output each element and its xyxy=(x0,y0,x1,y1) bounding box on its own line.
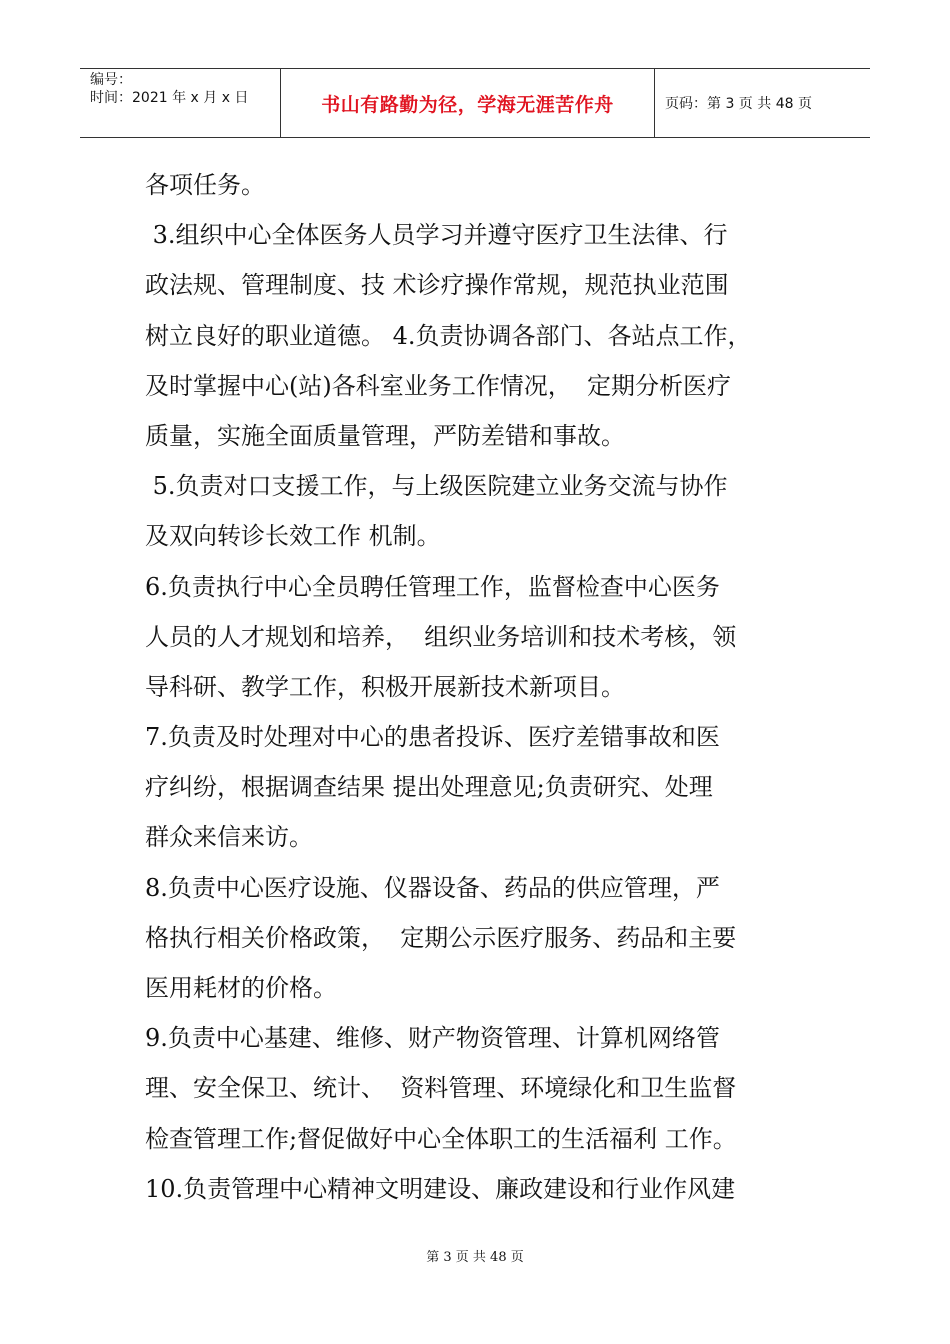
header-motto: 书山有路勤为径，学海无涯苦作舟 xyxy=(281,69,655,137)
body-line: 医用耗材的价格。 xyxy=(145,974,337,1002)
document-body xyxy=(145,160,785,1214)
body-line: 疗纠纷，根据调查结果 提出处理意见;负责研究、处理 xyxy=(145,773,713,802)
header-page-info: 页码：第 3 页 共 48 页 xyxy=(665,96,812,112)
document-date-label: 时间：2021 年 x 月 x 日 xyxy=(90,90,249,106)
body-line: 5.负责对口支援工作，与上级医院建立业务交流与协作 xyxy=(145,472,728,501)
body-line: 及时掌握中心(站)各科室业务工作情况， 定期分析医疗 xyxy=(145,371,731,400)
body-line: 检查管理工作;督促做好中心全体职工的生活福利 工作。 xyxy=(145,1124,737,1153)
body-line: 质量，实施全面质量管理，严防差错和事故。 xyxy=(145,421,625,450)
body-line: 6.负责执行中心全员聘任管理工作，监督检查中心医务 xyxy=(145,572,720,601)
body-line: 理、安全保卫、统计、 资料管理、环境绿化和卫生监督 xyxy=(145,1074,737,1103)
header-meta xyxy=(80,69,281,137)
body-line: 群众来信来访。 xyxy=(145,823,313,852)
body-line: 导科研、教学工作，积极开展新技术新项目。 xyxy=(145,672,625,701)
body-line: 9.负责中心基建、维修、财产物资管理、计算机网络管 xyxy=(145,1024,720,1053)
body-line: 格执行相关价格政策， 定期公示医疗服务、药品和主要 xyxy=(145,923,737,952)
body-line: 7.负责及时处理对中心的患者投诉、医疗差错事故和医 xyxy=(145,723,720,752)
body-line: 政法规、管理制度、技 术诊疗操作常规，规范执业范围 xyxy=(145,271,729,300)
body-line: 10.负责管理中心精神文明建设、廉政建设和行业作风建 xyxy=(145,1174,736,1203)
body-line: 人员的人才规划和培养， 组织业务培训和技术考核，领 xyxy=(145,622,737,651)
page-header xyxy=(80,68,870,138)
page-footer: 第 3 页 共 48 页 xyxy=(426,1250,524,1265)
document-number-label: 编号： xyxy=(90,72,132,88)
body-line: 树立良好的职业道德。 4.负责协调各部门、各站点工作， xyxy=(145,321,752,350)
body-line: 各项任务。 xyxy=(145,171,265,199)
body-line: 8.负责中心医疗设施、仪器设备、药品的供应管理，严 xyxy=(145,873,720,902)
body-line: 3.组织中心全体医务人员学习并遵守医疗卫生法律、行 xyxy=(145,221,728,250)
body-line: 及双向转诊长效工作 机制。 xyxy=(145,522,441,551)
